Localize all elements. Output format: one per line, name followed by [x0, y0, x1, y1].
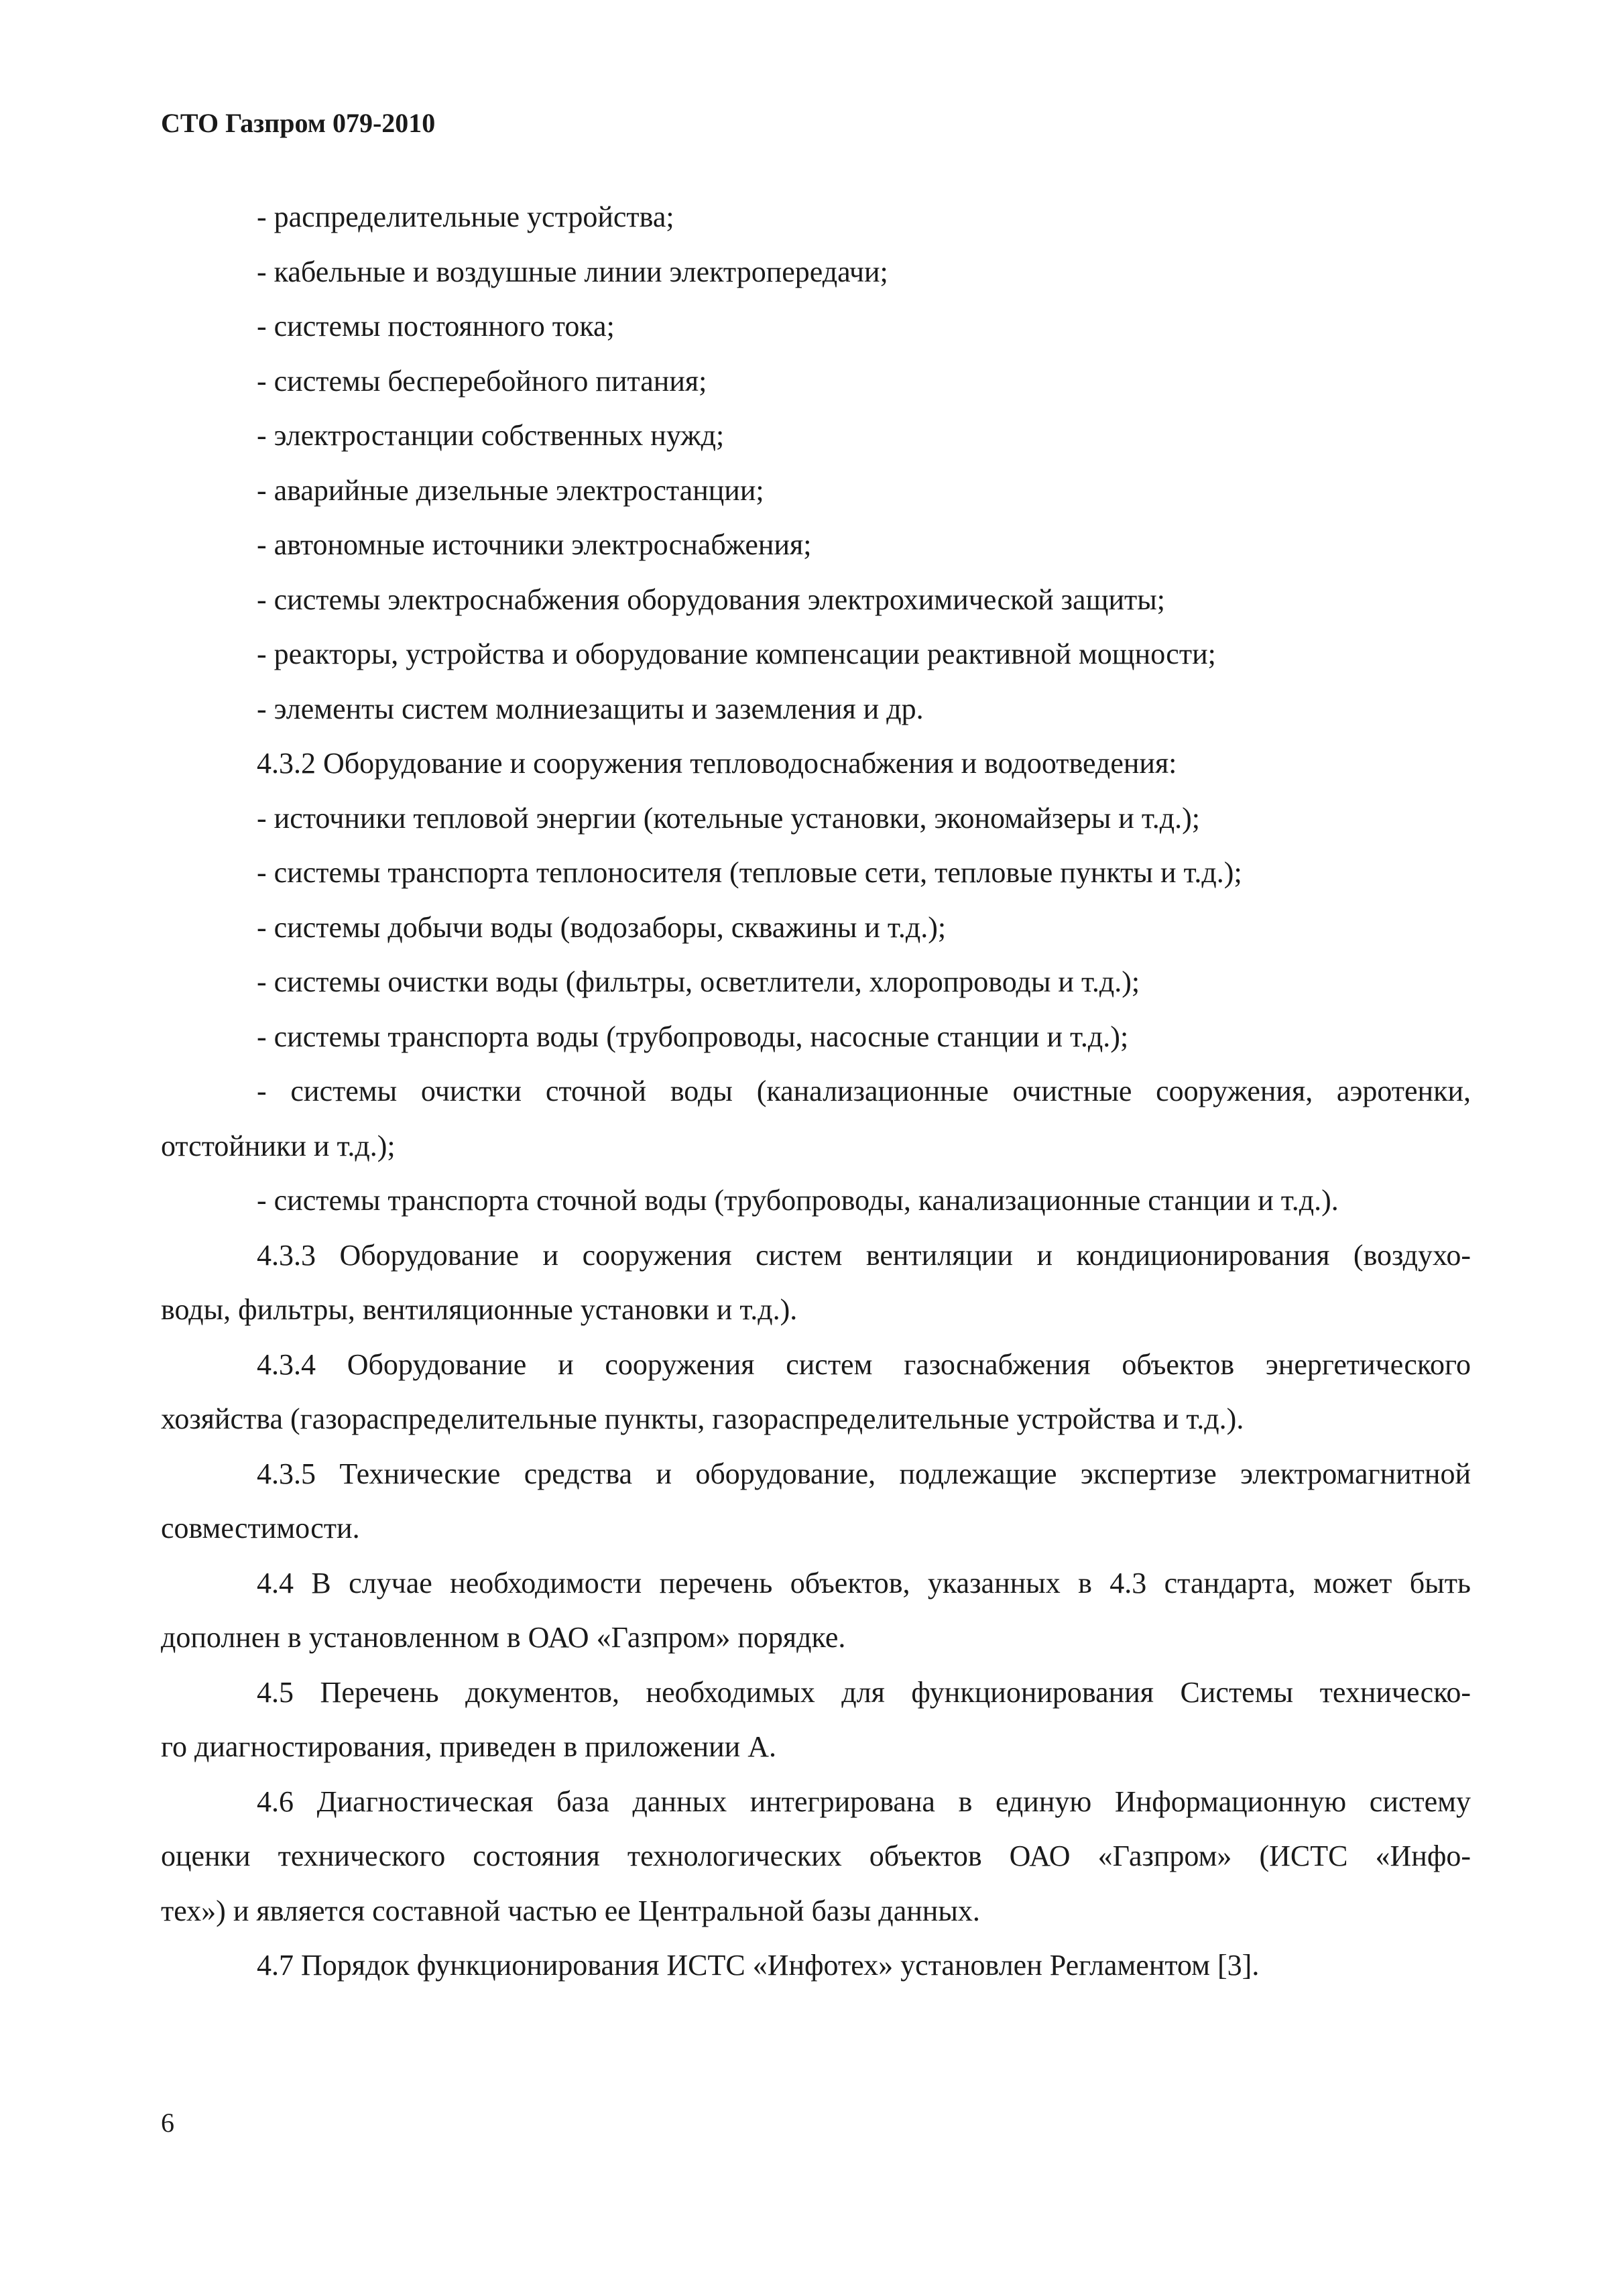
body-text	[161, 190, 1471, 1993]
list-item: - кабельные и воздушные линии электропередачи;	[257, 255, 888, 288]
paragraph-line: 4.4 В случае необходимости перечень объектов, указанных в 4.3 стандарта, может быть	[257, 1566, 1471, 1599]
page-number: 6	[161, 2108, 174, 2138]
list-item: - системы электроснабжения оборудования электрохимической защиты;	[257, 583, 1166, 616]
list-item-continuation: отстойники и т.д.);	[161, 1129, 396, 1162]
list-item: - системы постоянного тока;	[257, 310, 615, 343]
list-item: - электростанции собственных нужд;	[257, 419, 725, 452]
paragraph-line: 4.3.3 Оборудование и сооружения систем вентиляции и кондиционирования (воздухо-	[257, 1238, 1471, 1272]
list-item: - автономные источники электроснабжения;	[257, 528, 812, 561]
paragraph-line: 4.6 Диагностическая база данных интегрирована в единую Информационную систему	[257, 1785, 1471, 1818]
paragraph-line: го диагностирования, приведен в приложении А.	[161, 1730, 776, 1763]
list-item: - источники тепловой энергии (котельные установки, экономайзеры и т.д.);	[257, 801, 1201, 835]
list-item: - системы очистки воды (фильтры, осветлители, хлоропроводы и т.д.);	[257, 965, 1140, 998]
list-item: - системы очистки сточной воды (канализационные очистные сооружения, аэротенки,	[257, 1075, 1471, 1107]
paragraph-line: 4.7 Порядок функционирования ИСТС «Инфотех» установлен Регламентом [3].	[257, 1949, 1260, 1982]
list-item: - системы транспорта сточной воды (трубопроводы, канализационные станции и т.д.).	[257, 1184, 1339, 1217]
section-heading: 4.3.2 Оборудование и сооружения тепловодоснабжения и водоотведения:	[257, 747, 1177, 780]
document-header: СТО Газпром 079-2010	[161, 108, 436, 138]
paragraph-line: 4.5 Перечень документов, необходимых для функционирования Системы техническо-	[257, 1675, 1471, 1709]
paragraph-line: дополнен в установленном в ОАО «Газпром» порядке.	[161, 1621, 846, 1654]
paragraph-line: хозяйства (газораспределительные пункты, газораспределительные устройства и т.д.).	[161, 1402, 1244, 1435]
paragraph-line: воды, фильтры, вентиляционные установки и т.д.).	[161, 1293, 798, 1326]
list-item: - распределительные устройства;	[257, 200, 674, 233]
list-item: - элементы систем молниезащиты и заземления и др.	[257, 692, 924, 725]
paragraph-line: 4.3.4 Оборудование и сооружения систем газоснабжения объектов энергетического	[257, 1347, 1471, 1381]
paragraph-line: тех») и является составной частью ее Центральной базы данных.	[161, 1894, 980, 1927]
paragraph-line: совместимости.	[161, 1512, 360, 1545]
list-item: - системы транспорта воды (трубопроводы, насосные станции и т.д.);	[257, 1020, 1129, 1053]
list-item: - системы бесперебойного питания;	[257, 364, 707, 398]
list-item: - аварийные дизельные электростанции;	[257, 473, 764, 507]
list-item: - системы транспорта теплоносителя (тепловые сети, тепловые пункты и т.д.);	[257, 856, 1242, 889]
list-item: - реакторы, устройства и оборудование компенсации реактивной мощности;	[257, 638, 1216, 670]
paragraph-line: 4.3.5 Технические средства и оборудование, подлежащие экспертизе электромагнитной	[257, 1457, 1471, 1490]
list-item: - системы добычи воды (водозаборы, скважины и т.д.);	[257, 910, 947, 944]
paragraph-line: оценки технического состояния технологических объектов ОАО «Газпром» (ИСТС «Инфо-	[161, 1839, 1471, 1872]
